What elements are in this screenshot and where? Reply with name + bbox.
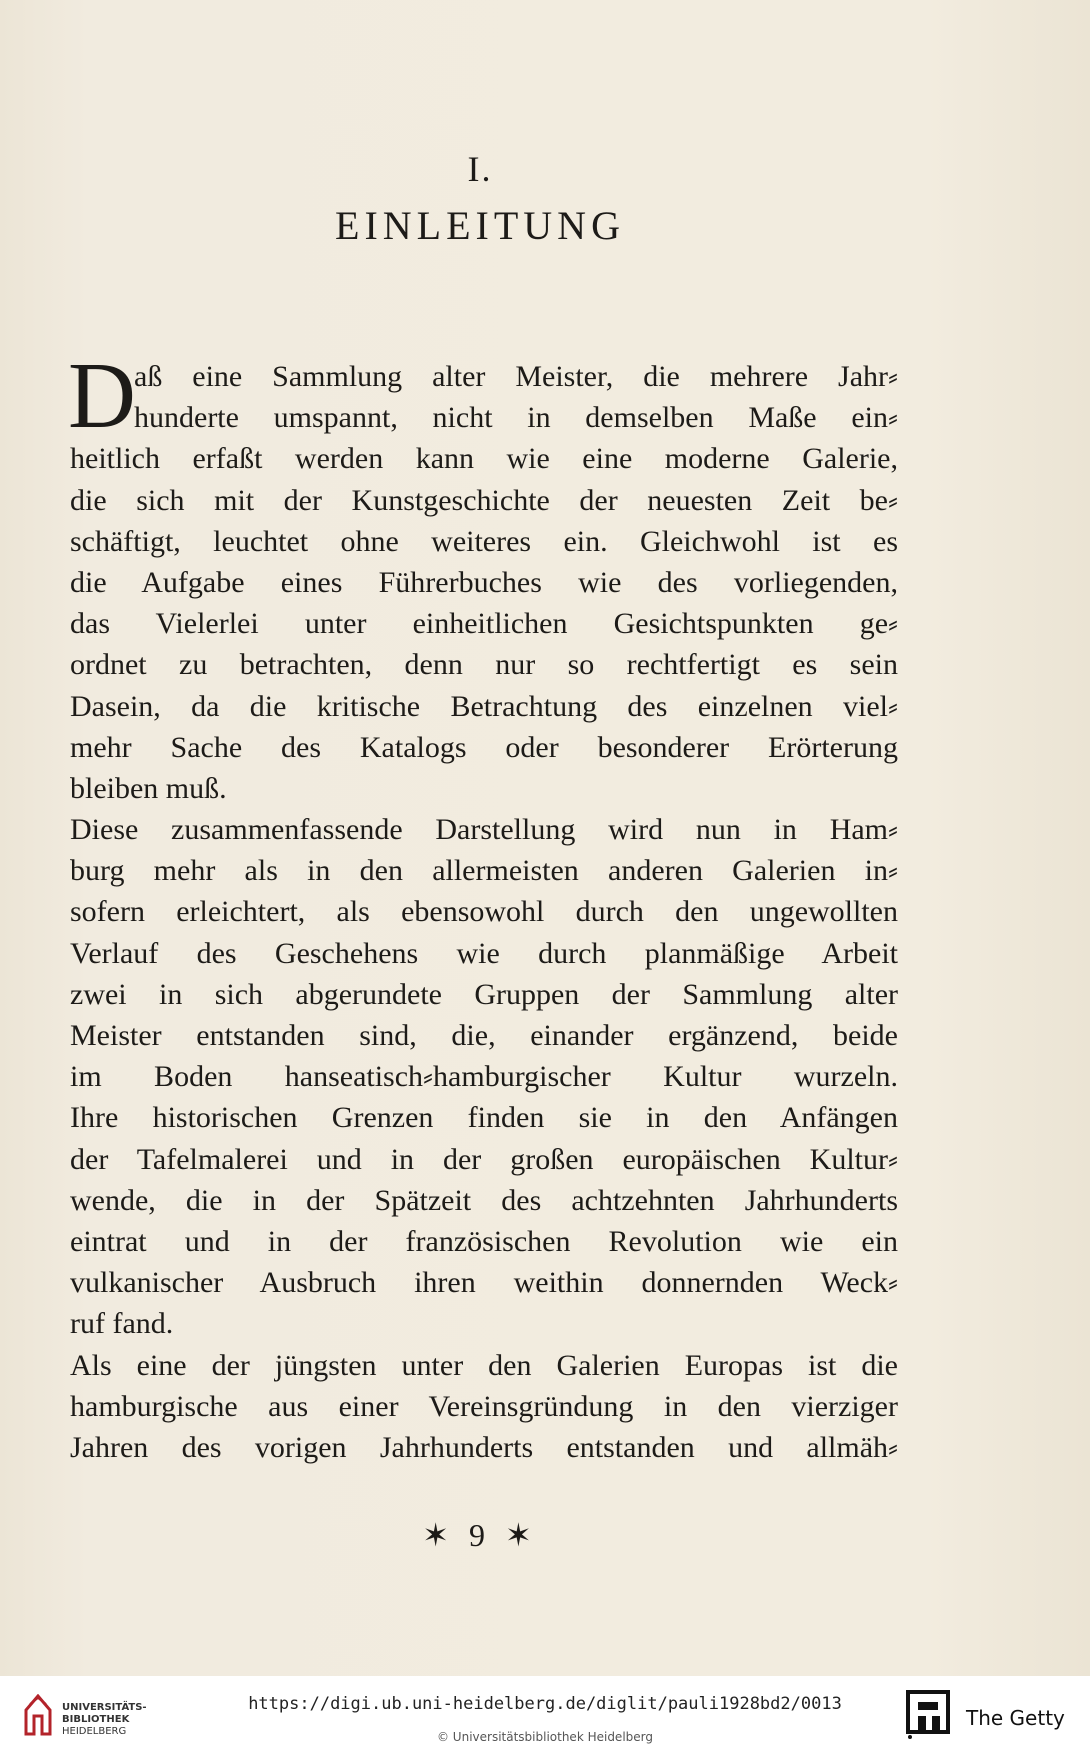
library-name-line: UNIVERSITÄTS- xyxy=(62,1702,147,1713)
getty-emblem-icon xyxy=(906,1690,950,1740)
copyright-notice: © Universitätsbibliothek Heidelberg xyxy=(436,1730,653,1744)
text-line: Jahren des vorigen Jahrhunderts entstanden und allmäh⸗ xyxy=(70,1430,898,1464)
drop-cap: D xyxy=(68,344,136,448)
text-line: vulkanischer Ausbruch ihren weithin donnernden Weck⸗ xyxy=(70,1266,898,1300)
text-line: Verlauf des Geschehens wie durch planmäßige Arbeit xyxy=(70,936,898,970)
page-number: ✶ 9 ✶ xyxy=(422,1517,538,1553)
viewer-footer xyxy=(0,1676,1090,1756)
getty-label: The Getty xyxy=(966,1706,1065,1730)
text-line: bleiben muß. xyxy=(70,771,227,805)
text-line: Dasein, da die kritische Betrachtung des einzelnen viel⸗ xyxy=(70,689,898,723)
text-line: zwei in sich abgerundete Gruppen der Sammlung alter xyxy=(70,977,898,1011)
text-line: sofern erleichtert, als ebensowohl durch den ungewollten xyxy=(70,895,898,929)
text-line: hunderte umspannt, nicht in demselben Maße ein⸗ xyxy=(134,401,898,435)
chapter-title: EINLEITUNG xyxy=(335,203,625,248)
text-line: Meister entstanden sind, die, einander ergänzend, beide xyxy=(70,1019,898,1052)
text-line: ordnet zu betrachten, denn nur so rechtfertigt es sein xyxy=(70,648,898,682)
text-line: eintrat und in der französischen Revolution wie ein xyxy=(70,1224,898,1258)
text-line: im Boden hanseatisch⸗hamburgischer Kultur wurzeln. xyxy=(70,1060,898,1094)
chapter-number: I. xyxy=(467,149,493,189)
text-line: hamburgische aus einer Vereinsgründung in den vierziger xyxy=(70,1389,898,1423)
text-line: burg mehr als in den allermeisten anderen Galerien in⸗ xyxy=(70,854,898,888)
getty-logo[interactable] xyxy=(906,1690,1076,1746)
text-line: wende, die in der Spätzeit des achtzehnten Jahrhunderts xyxy=(70,1183,898,1217)
text-line: mehr Sache des Katalogs oder besonderer Erörterung xyxy=(70,730,898,764)
library-name-line: HEIDELBERG xyxy=(62,1726,127,1737)
text-line: aß eine Sammlung alter Meister, die mehrere Jahr⸗ xyxy=(134,360,898,393)
library-name-line: BIBLIOTHEK xyxy=(62,1714,130,1725)
text-line: Als eine der jüngsten unter den Galerien Europas ist die xyxy=(70,1348,898,1382)
permalink-url[interactable]: https://digi.ub.uni-heidelberg.de/diglit/pauli1928bd2/0013 xyxy=(248,1694,842,1714)
text-line: heitlich erfaßt werden kann wie eine moderne Galerie, xyxy=(70,442,898,476)
text-line: die Aufgabe eines Führerbuches wie des vorliegenden, xyxy=(70,565,898,599)
text-line: ruf fand. xyxy=(70,1307,174,1341)
text-line: schäftigt, leuchtet ohne weiteres ein. Gleichwohl ist es xyxy=(70,524,898,558)
text-line: der Tafelmalerei und in der großen europäischen Kultur⸗ xyxy=(70,1142,898,1176)
body-text xyxy=(68,344,898,1468)
text-line: das Vielerlei unter einheitlichen Gesichtspunkten ge⸗ xyxy=(70,607,898,641)
text-line: Ihre historischen Grenzen finden sie in den Anfängen xyxy=(70,1101,898,1135)
text-line: Diese zusammenfassende Darstellung wird nun in Ham⸗ xyxy=(70,813,898,847)
text-line: die sich mit der Kunstgeschichte der neuesten Zeit be⸗ xyxy=(70,483,898,517)
